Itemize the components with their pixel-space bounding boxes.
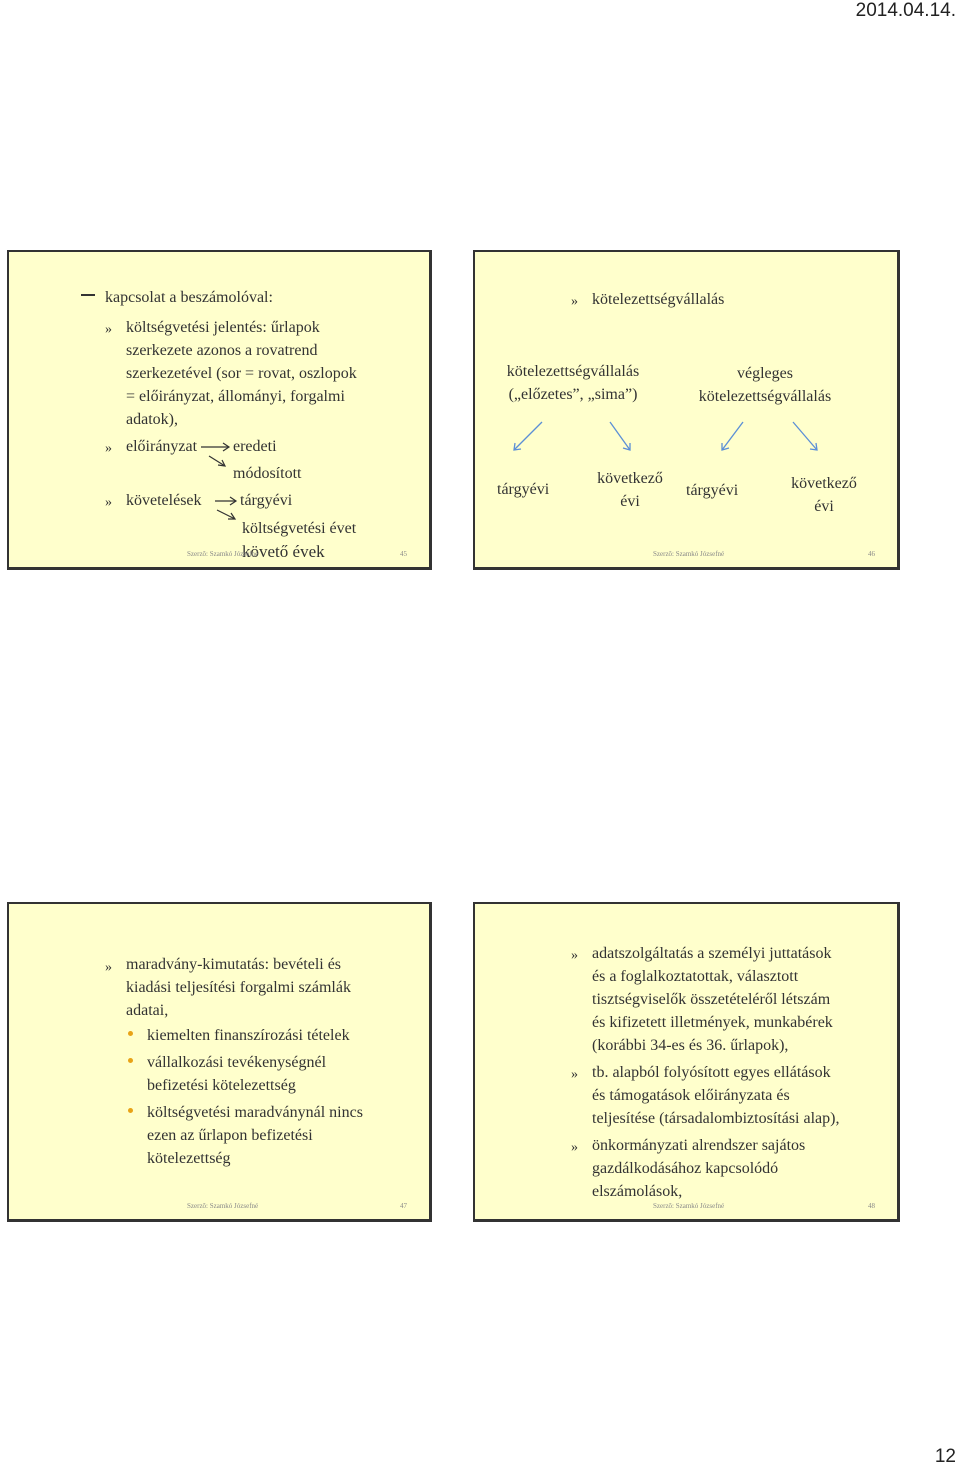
slide-48 <box>473 902 900 1222</box>
slide-footer-author: Szerzõ: Szamkó Józsefné <box>187 1202 259 1210</box>
item2-line: és támogatások előirányzata és <box>592 1087 790 1104</box>
orange-dot-icon <box>128 1058 133 1063</box>
leaf-kovetkezo: következő <box>597 470 663 487</box>
raquo-bullet: » <box>571 948 578 963</box>
bullet1-line: költségvetési jelentés: űrlapok <box>126 319 320 336</box>
right-head-line: végleges <box>737 365 793 382</box>
raquo-bullet: » <box>105 495 112 510</box>
top-item: kötelezettségvállalás <box>592 291 725 308</box>
item3-line: elszámolások, <box>592 1183 683 1200</box>
right-arrow-icon <box>217 510 235 519</box>
bullet3-label: követelések <box>126 492 202 509</box>
slide-footer-author: Szerzõ: Szamkó Józsefné <box>187 550 259 558</box>
leaf-targyevi: tárgyévi <box>686 482 739 499</box>
left-head-line: („előzetes”, „sima”) <box>508 386 638 403</box>
arrows-overlay <box>9 252 432 570</box>
page-number: 12 <box>934 1446 956 1467</box>
slide-47 <box>7 902 432 1222</box>
right-arrow-icon <box>209 456 225 466</box>
diagonal-arrow-icon <box>722 422 743 450</box>
item3-line: önkormányzati alrendszer sajátos <box>592 1137 806 1154</box>
item1-line: adatszolgáltatás a személyi juttatások <box>592 945 832 962</box>
sub-bullet-line: kötelezettség <box>147 1150 231 1167</box>
bullet2-target-eredeti: eredeti <box>233 438 277 455</box>
slide-number: 45 <box>400 550 407 558</box>
sub-bullet-line: ezen az űrlapon befizetési <box>147 1127 313 1144</box>
header-date: 2014.04.14. <box>855 0 956 21</box>
left-head-line: kötelezettségvállalás <box>506 363 640 380</box>
slide-number: 47 <box>400 1202 407 1210</box>
sub-bullet-line: befizetési kötelezettség <box>147 1077 296 1094</box>
sub-bullet-line: vállalkozási tevékenységnél <box>147 1054 327 1071</box>
main-line: adatai, <box>126 1002 169 1019</box>
main-line: kiadási teljesítési forgalmi számlák <box>126 979 351 996</box>
right-head-line: kötelezettségvállalás <box>698 388 832 405</box>
bullet3-target-koltsegvetesi: költségvetési évet <box>242 520 357 537</box>
leaf-evi: évi <box>620 493 640 510</box>
diagram-arrows <box>475 252 900 570</box>
item1-line: és kifizetett illetmények, munkabérek <box>592 1014 833 1031</box>
main-line: maradvány-kimutatás: bevételi és <box>126 956 342 973</box>
bullet1-line: szerkezete azonos a rovatrend <box>126 342 318 359</box>
leaf-evi: évi <box>814 498 834 515</box>
dash-item-text: kapcsolat a beszámolóval: <box>105 289 273 306</box>
item1-line: tisztségviselők összetételéről létszám <box>592 991 831 1008</box>
slide-number: 46 <box>868 550 875 558</box>
raquo-bullet: » <box>105 322 112 337</box>
bullet1-line: adatok), <box>126 411 178 428</box>
leaf-targyevi: tárgyévi <box>497 481 550 498</box>
bullet2-target-modositott: módosított <box>233 465 302 482</box>
diagonal-arrow-icon <box>514 422 542 450</box>
sub-bullet-line: költségvetési maradványnál nincs <box>147 1104 363 1121</box>
raquo-bullet: » <box>571 294 578 309</box>
item2-line: tb. alapból folyósított egyes ellátások <box>592 1064 831 1081</box>
slide-number: 48 <box>868 1202 875 1210</box>
diagonal-arrow-icon <box>793 422 817 450</box>
raquo-bullet: » <box>105 960 112 975</box>
raquo-bullet: » <box>105 441 112 456</box>
item3-line: gazdálkodásához kapcsolódó <box>592 1160 779 1177</box>
right-arrow-icon <box>201 443 229 451</box>
orange-dot-icon <box>128 1108 133 1113</box>
leaf-kovetkezo: következő <box>791 475 857 492</box>
right-arrow-icon <box>215 497 236 505</box>
bullet3-target-targyevi: tárgyévi <box>240 492 293 509</box>
item2-line: teljesítése (társadalombiztosítási alap), <box>592 1110 840 1127</box>
bullet1-line: szerkezetével (sor = rovat, oszlopok <box>126 365 357 382</box>
diagonal-arrow-icon <box>610 422 630 450</box>
slide-46 <box>473 250 900 570</box>
slide-footer-author: Szerzõ: Szamkó Józsefné <box>653 1202 725 1210</box>
raquo-bullet: » <box>571 1140 578 1155</box>
bullet3-target-koveto: követő évek <box>242 542 325 561</box>
slide-45 <box>7 250 432 570</box>
slide-footer-author: Szerzõ: Szamkó Józsefné <box>653 550 725 558</box>
bullet1-line: = előirányzat, állományi, forgalmi <box>126 388 345 405</box>
raquo-bullet: » <box>571 1067 578 1082</box>
sub-bullet-line: kiemelten finanszírozási tételek <box>147 1027 350 1044</box>
item1-line: és a foglalkoztatottak, választott <box>592 968 799 985</box>
orange-dot-icon <box>128 1031 133 1036</box>
bullet2-label: előirányzat <box>126 438 198 455</box>
item1-line: (korábbi 34-es és 36. űrlapok), <box>592 1037 789 1054</box>
